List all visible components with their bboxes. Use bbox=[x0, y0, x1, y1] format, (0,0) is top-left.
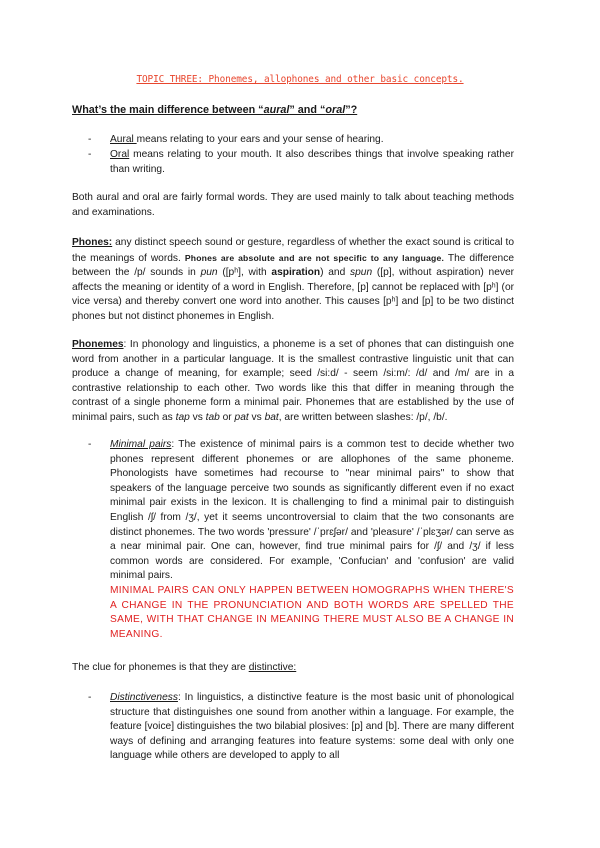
bullet-dash: - bbox=[88, 149, 92, 160]
paragraph-phones: Phones: any distinct speech sound or gesture, regardless of whether the exact sound is critical to the meanings of words. Phones are absolute and are not specific to any language. The difference between the /p/ sounds in pun ([pʰ], with aspiration) and spun ([p], without aspiration) never affects the meaning or identity of a word in English. Therefore, [p] cannot be replaced with [pʰ] (or vice versa) and thereby convert one word into another. This causes [pʰ] and [p] to be two distinct phones but not distinct phonemes in English. bbox=[72, 237, 515, 322]
term-distinctiveness: Distinctiveness bbox=[110, 692, 178, 703]
term-distinctive: distinctive: bbox=[248, 662, 297, 673]
paragraph-phonemes: Phonemes: In phonology and linguistics, a phoneme is a set of phones that can distinguish one word from another in a particular language. It is the smallest contrastive linguistic unit that can produce a change of meaning, for example; seed /si:d/ - seem /si:m/: /d/ and /m/ are in a contrastive relationship to each other. Two words like this that differ in meaning through the contrast of a single phoneme form a minimal pair. Phonemes that are established by the use of minimal pairs, such as tap vs tab or pat vs bat, are written between slashes: /p/, /b/. bbox=[72, 339, 514, 423]
bullet-dash: - bbox=[88, 692, 92, 703]
warning-text: MINIMAL PAIRS CAN ONLY HAPPEN BETWEEN HOMOGRAPHS WHEN THERE'S A CHANGE IN THE PRONUNCIATION AND BOTH WORDS ARE SPELLED THE SAME, WITH THAT CHANGE IN MEANING THERE MUST ALSO BE A CHANGE IN MEANING. bbox=[110, 584, 514, 640]
bullet-dash: - bbox=[88, 439, 92, 450]
paragraph-clue: The clue for phonemes is that they are distinctive: bbox=[72, 662, 297, 673]
list-item-aural: - Aural means relating to your ears and your sense of hearing. bbox=[88, 133, 514, 148]
question-heading: What’s the main difference between “aural” and “oral”? bbox=[72, 104, 358, 116]
paragraph-both: Both aural and oral are fairly formal words. They are used mainly to talk about teaching methods and examinations. bbox=[72, 192, 514, 218]
list-item-oral: - Oral means relating to your mouth. It also describes things that involve speaking rather than writing. bbox=[88, 149, 514, 175]
term-minimal-pairs: Minimal pairs bbox=[110, 439, 172, 450]
bullet-dash: - bbox=[88, 134, 92, 145]
term-aural: Aural bbox=[110, 134, 137, 145]
term-phones: Phones: bbox=[72, 237, 113, 248]
list-item-distinctiveness: - Distinctiveness: In linguistics, a distinctive feature is the most basic unit of phonological structure that distinguishes one sound from another within a language. For example, the feature [voice] distinguishes the two bilabial plosives: [p] and [b]. There are many different ways of defining and arranging features into feature systems: some deal with only one language while others are developed to apply to all bbox=[88, 692, 514, 762]
list-item-minimal-pairs: - Minimal pairs: The existence of minimal pairs is a common test to decide whether two phones represent different phonemes or are allophones of the same phoneme. Phonologists have sometimes had recourse to "near minimal pairs" to show that speakers of the language perceive two sounds as significantly different even if no exact minimal pair exists in the lexicon. It is challenging to find a minimal pair to distinguish English /ʃ/ from /ʒ/, yet it seems uncontroversial to claim that the two consonants are distinct phonemes. The two words 'pressure' /ˈprɛʃər/ and 'pleasure' /ˈplɛʒər/ can serve as a near minimal pair. One can, however, find true minimal pairs for /ʃ/ and /ʒ/ if less common words are considered. For example, 'Confucian' and 'confusion' are valid minimal pairs. MINIMAL PAIRS CAN ONLY HAPPEN BETWEEN HOMOGRAPHS WHEN THERE'S A CHANGE IN THE PRONUNCIATION AND BOTH WORDS ARE SPELLED THE SAME, WITH THAT CHANGE IN MEANING THERE MUST ALSO BE A CHANGE IN MEANING. bbox=[88, 438, 514, 642]
term-phonemes: Phonemes bbox=[72, 339, 124, 350]
term-oral: Oral bbox=[110, 149, 130, 160]
topic-title: TOPIC THREE: Phonemes, allophones and other basic concepts. bbox=[136, 74, 464, 85]
